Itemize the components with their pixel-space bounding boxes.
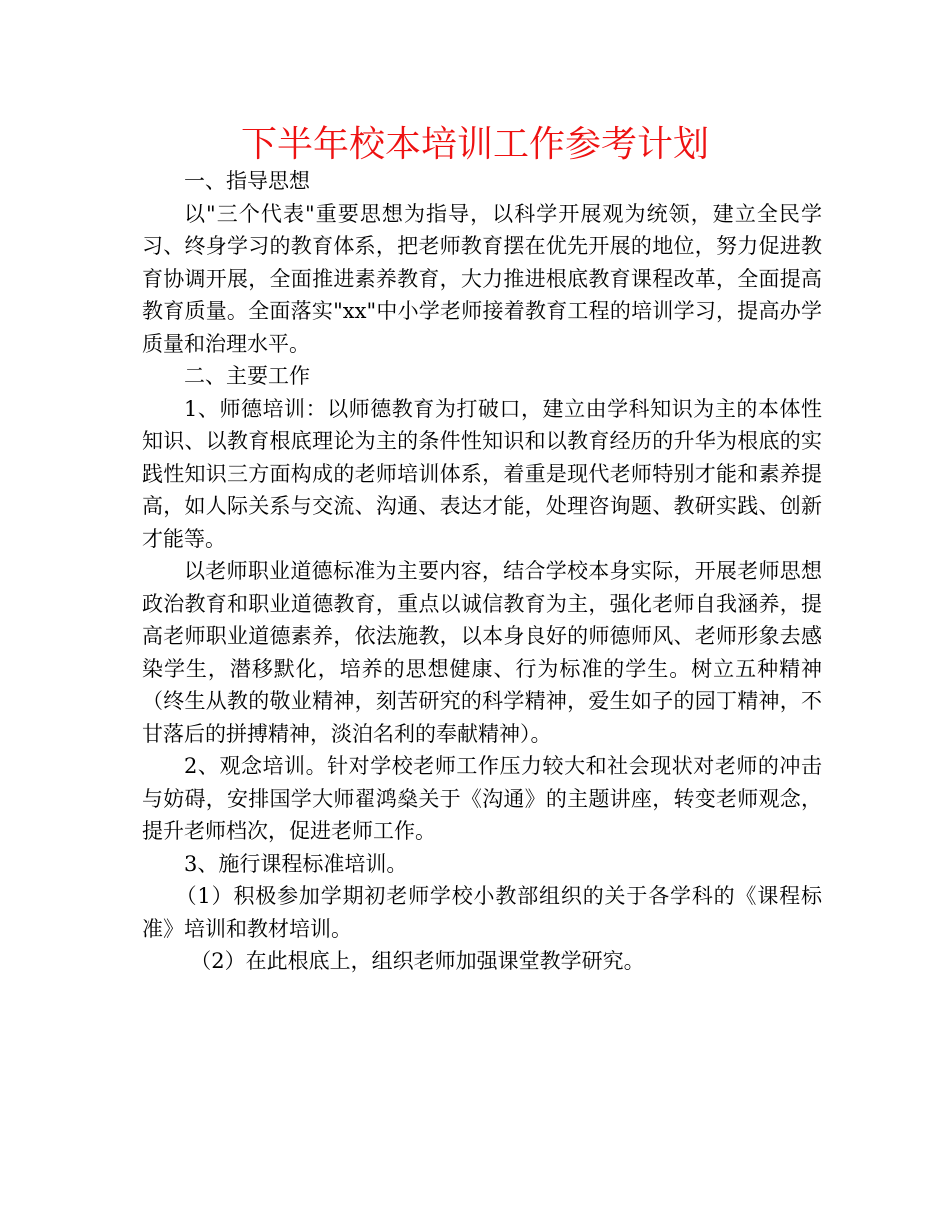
paragraph-professional-ethics: 以老师职业道德标准为主要内容，结合学校本身实际，开展老师思想政治教育和职业道德教育，重点以诚信教育为主，强化老师自我涵养，提高老师职业道德素养，依法施教，以本身良好的师德师风、老师形象去感染学生，潜移默化，培养的思想健康、行为标准的学生。树立五种精神（终生从教的敬业精神，刻苦研究的科学精神，爱生如子的园丁精神，不甘落后的拼搏精神，淡泊名利的奉献精神）。 (142, 559, 822, 746)
section-heading-guiding-ideology: 一、指导思想 (184, 169, 310, 193)
paragraph-curriculum-standard-training: 3、施行课程标准培训。 (184, 851, 408, 876)
paragraph-item-1: （1）积极参加学期初老师学校小教部组织的关于各学科的《课程标准》培训和教材培训。 (142, 884, 822, 941)
paragraph-guiding-ideology: 以"三个代表"重要思想为指导，以科学开展观为统领，建立全民学习、终身学习的教育体系，把老师教育摆在优先开展的地位，努力促进教育协调开展，全面推进素养教育，大力推进根底教育课程改革，全面提高教育质量。全面落实"xx"中小学老师接着教育工程的培训学习，提高办学质量和治理水平。 (142, 201, 822, 356)
paragraph-ethics-training: 1、师德培训：以师德教育为打破口，建立由学科知识为主的本体性知识、以教育根底理论为主的条件性知识和以教育经历的升华为根底的实践性知识三方面构成的老师培训体系，着重是现代老师特别才能和素养提高，如人际关系与交流、沟通、表达才能，处理咨询题、教研实践、创新才能等。 (142, 396, 822, 551)
document-body (142, 165, 822, 978)
paragraph-item-2: （2）在此根底上，组织老师加强课堂教学研究。 (190, 949, 645, 973)
section-heading-main-work: 二、主要工作 (184, 364, 310, 388)
paragraph-concept-training: 2、观念培训。针对学校老师工作压力较大和社会现状对老师的冲击与妨碍，安排国学大师翟鸿燊关于《沟通》的主题讲座，转变老师观念，提升老师档次，促进老师工作。 (142, 754, 822, 843)
document-title: 下半年校本培训工作参考计划 (240, 124, 709, 165)
